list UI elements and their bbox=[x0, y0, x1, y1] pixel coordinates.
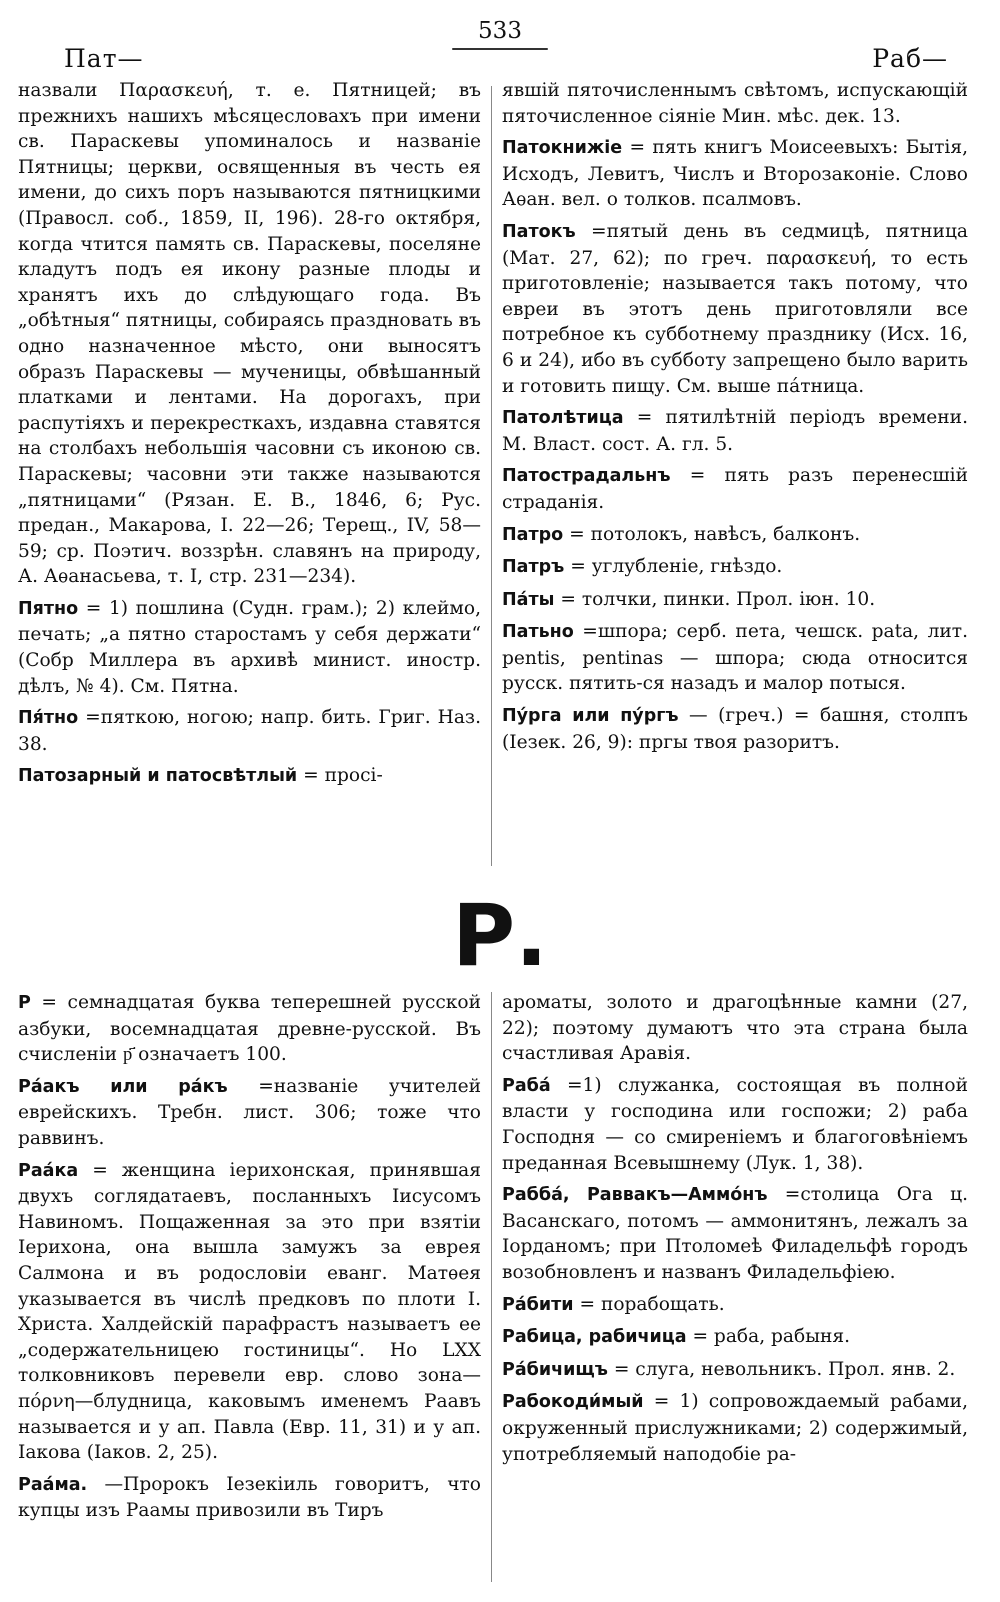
entry-headword: Патолѣтица bbox=[502, 408, 624, 429]
entry-headword: Патро bbox=[502, 524, 564, 545]
entry-headword: Пя́тно bbox=[18, 708, 79, 729]
entry-text: =шпора; серб. пета, чешск. pata, лит. pentis, pentinas — шпора; сюда относится русск. пятить-ся назадъ и малор потыся. bbox=[502, 621, 968, 695]
entry-headword: Рабокоди́мый bbox=[502, 1392, 644, 1413]
entry-headword: Рабица, рабичица bbox=[502, 1327, 687, 1348]
entry-headword: Пятно bbox=[18, 598, 79, 619]
entry-patno bbox=[502, 619, 968, 697]
entry-patostradaln bbox=[502, 463, 968, 515]
entry-raama bbox=[18, 1472, 481, 1524]
entry-patro bbox=[502, 522, 968, 549]
entry-headword: Патострадальнъ bbox=[502, 466, 671, 487]
entry-text: = женщина іерихонская, принявшая двухъ соглядатаевъ, посланныхъ Іисусомъ Навиномъ. Пощаженная за это при взятіи Іерихона, она вышла замужъ за еврея Салмона и въ родословіи еванг. Матѳея указывается въ числѣ предковъ по плоти І. Христа. Халдейскій парафрастъ называетъ ее „содержательницею гостиницы“. Но LXX толковниковъ перевели евр. слово зона—πόρνη—блудница, каковымъ именемъ Раавъ называется и у ап. Павла (Евр. 11, 31) и у ап. Іакова (Іаков. 2, 25). bbox=[18, 1159, 481, 1464]
entry-text: =столица Ога ц. Васанскаго, потомъ — аммонитянъ, лежалъ за Іорданомъ; при Птоломеѣ Филадельфѣ городъ возобновленъ и названъ Филадельфіею. bbox=[502, 1184, 968, 1283]
entry-headword: Ра́бити bbox=[502, 1294, 574, 1315]
page-header bbox=[0, 14, 1000, 74]
entry-headword: Раа́ма. bbox=[18, 1474, 88, 1495]
entry-text: = потолокъ, навѣсъ, балконъ. bbox=[569, 523, 861, 545]
entry-text: — (греч.) = башня, столпъ (Іезек. 26, 9): пргы твоя разоритъ. bbox=[502, 705, 968, 753]
entry-text: = 1) сопровождаемый рабами, окруженный прислужниками; 2) содержимый, употребляемый наподобіе ра- bbox=[502, 1391, 968, 1465]
entry-text: =1) служанка, состоящая въ полной власти у господина или госпожи; 2) раба Господня — со смиреніемъ и благоговѣніемъ преданная Всевышнему (Лук. 1, 38). bbox=[502, 1074, 968, 1174]
page-number-rule bbox=[452, 48, 548, 50]
entry-headword: Раба́ bbox=[502, 1075, 551, 1096]
entry-patr bbox=[502, 554, 968, 581]
entry-pyatno-2 bbox=[18, 705, 481, 757]
entry-text: явшій пяточисленнымъ свѣтомъ, испускающій пяточисленное сіяніе Мин. мѣс. дек. 13. bbox=[502, 80, 968, 127]
entry-patozarny-continued bbox=[502, 78, 968, 129]
column-top-right bbox=[502, 78, 968, 876]
column-top-left bbox=[18, 78, 481, 876]
entry-text: =пяткою, ногою; напр. бить. Григ. Наз. 38. bbox=[18, 707, 481, 755]
entry-text: =пятый день въ седмицѣ, пятница (Мат. 27, 62); по греч. παρασκευή, то есть приготовленіе; называется такъ потому, что евреи въ этотъ день приготовляли все потребное къ субботнему празднику (Исх. 16, 6 и 24), ибо въ субботу запрещено было варить и готовить пищу. См. выше па́тница. bbox=[502, 220, 968, 397]
entry-text: = раба, рабыня. bbox=[692, 1326, 851, 1348]
entry-purga bbox=[502, 703, 968, 755]
entry-headword: Рабба́, Раввакъ—Аммо́нъ bbox=[502, 1185, 768, 1206]
entry-text: =названіе учителей еврейскихъ. Требн. лист. 306; тоже что раввинъ. bbox=[18, 1075, 481, 1149]
entry-raaka bbox=[18, 1158, 481, 1466]
entry-raama-continued bbox=[502, 990, 968, 1067]
entry-patozarny bbox=[18, 763, 481, 790]
entry-text: = 1) пошлина (Судн. грам.); 2) клеймо, печать; „а пятно старостамъ у себя держати“ (Собр Миллера въ архивѣ минист. иностр. дѣлъ, № 4). См. Пятна. bbox=[18, 597, 481, 697]
entry-patok bbox=[502, 219, 968, 399]
column-divider-bottom bbox=[491, 992, 492, 1582]
entry-text: = порабощать. bbox=[579, 1293, 725, 1315]
entry-headword: Раа́ка bbox=[18, 1160, 79, 1181]
entry-patoknizhie bbox=[502, 135, 968, 213]
entry-headword: Патокъ bbox=[502, 221, 576, 242]
entry-headword: Р bbox=[18, 993, 31, 1013]
entry-rabba bbox=[502, 1182, 968, 1285]
entry-text: = толчки, пинки. Прол. іюн. 10. bbox=[560, 588, 876, 610]
entry-text: = слуга, невольникъ. Прол. янв. 2. bbox=[613, 1358, 956, 1380]
column-bottom-right bbox=[502, 990, 968, 1590]
section-letter-r: Р. bbox=[452, 886, 548, 986]
entry-rabokodimy bbox=[502, 1389, 968, 1467]
entry-text: назвали Παρασκευή, т. е. Пятницей; въ прежнихъ нашихъ мѣсяцесловахъ при имени св. Параскевы упоминалось и названіе Пятницы; церкви, освященныя въ честь ея имени, до сихъ поръ называются пятницкими (Правосл. соб., 1859, II, 196). 28-го октября, когда чтится память св. Параскевы, поселяне кладутъ подъ ея икону разные плоды и хранятъ ихъ до слѣдующаго года. Въ „обѣтныя“ пятницы, собираясь праздновать въ одно назначенное мѣсто, они выносятъ образъ Параскевы — мученицы, обвѣшанный платками и лентами. На дорогахъ, при распутіяхъ и перекресткахъ, издавна ставятся на столбахъ небольшія часовни съ иконою св. Параскевы; часовни эти также называются „пятницами“ (Рязан. Е. В., 1846, 6; Рус. предан., Макарова, I. 22—26; Терещ., IV, 58—59; ср. Поэтич. воззрѣн. славянъ на природу, А. Аѳанасьева, т. I, стр. 231—234). bbox=[18, 80, 481, 588]
entry-text: = углубленіе, гнѣздо. bbox=[570, 556, 783, 578]
running-head-left: Пат— bbox=[64, 44, 144, 73]
entry-rabichishch bbox=[502, 1357, 968, 1384]
entry-r bbox=[18, 990, 481, 1068]
entry-text: = просі- bbox=[303, 765, 383, 787]
entry-text: = пятилѣтній періодъ времени. М. Власт. сост. А. гл. 5. bbox=[502, 407, 968, 455]
entry-pyatno bbox=[18, 596, 481, 699]
entry-paraskeva-continued bbox=[18, 78, 481, 590]
entry-rabitsa bbox=[502, 1324, 968, 1351]
running-head-right: Раб— bbox=[872, 44, 948, 73]
entry-patoletitsa bbox=[502, 405, 968, 457]
entry-raba bbox=[502, 1073, 968, 1176]
entry-paty bbox=[502, 587, 968, 614]
entry-headword: Патръ bbox=[502, 557, 565, 578]
column-bottom-left bbox=[18, 990, 481, 1590]
entry-text: = семнадцатая буква теперешней русской азбуки, восемнадцатая древне-русской. Въ счисленіи р҃ означаетъ 100. bbox=[18, 992, 481, 1066]
entry-rabiti bbox=[502, 1292, 968, 1319]
entry-headword: Патокнижіе bbox=[502, 138, 623, 159]
entry-raak bbox=[18, 1074, 481, 1152]
entry-headword: Ра́акъ или ра́къ bbox=[18, 1076, 228, 1097]
entry-headword: Ра́бичищъ bbox=[502, 1359, 608, 1380]
entry-headword: Пу́рга или пу́ргъ bbox=[502, 706, 679, 727]
column-divider-top bbox=[491, 86, 492, 866]
entry-text: ароматы, золото и драгоцѣнные камни (27, 22); поэтому думаютъ что эта страна была счастливая Аравія. bbox=[502, 992, 968, 1065]
entry-text: = пять книгъ Моисеевыхъ: Бытія, Исходъ, Левитъ, Числъ и Второзаконіе. Слово Аѳан. вел. о толков. псалмовъ. bbox=[502, 137, 968, 211]
entry-headword: Патьно bbox=[502, 622, 574, 643]
entry-text: = пять разъ перенесшій страданія. bbox=[502, 465, 968, 513]
entry-headword: Па́ты bbox=[502, 589, 555, 610]
entry-text: —Пророкъ Іезекіиль говоритъ, что купцы изъ Раамы привозили въ Тиръ bbox=[18, 1473, 481, 1522]
entry-headword: Патозарный и патосвѣтлый bbox=[18, 766, 298, 787]
page-number: 533 bbox=[478, 18, 522, 44]
